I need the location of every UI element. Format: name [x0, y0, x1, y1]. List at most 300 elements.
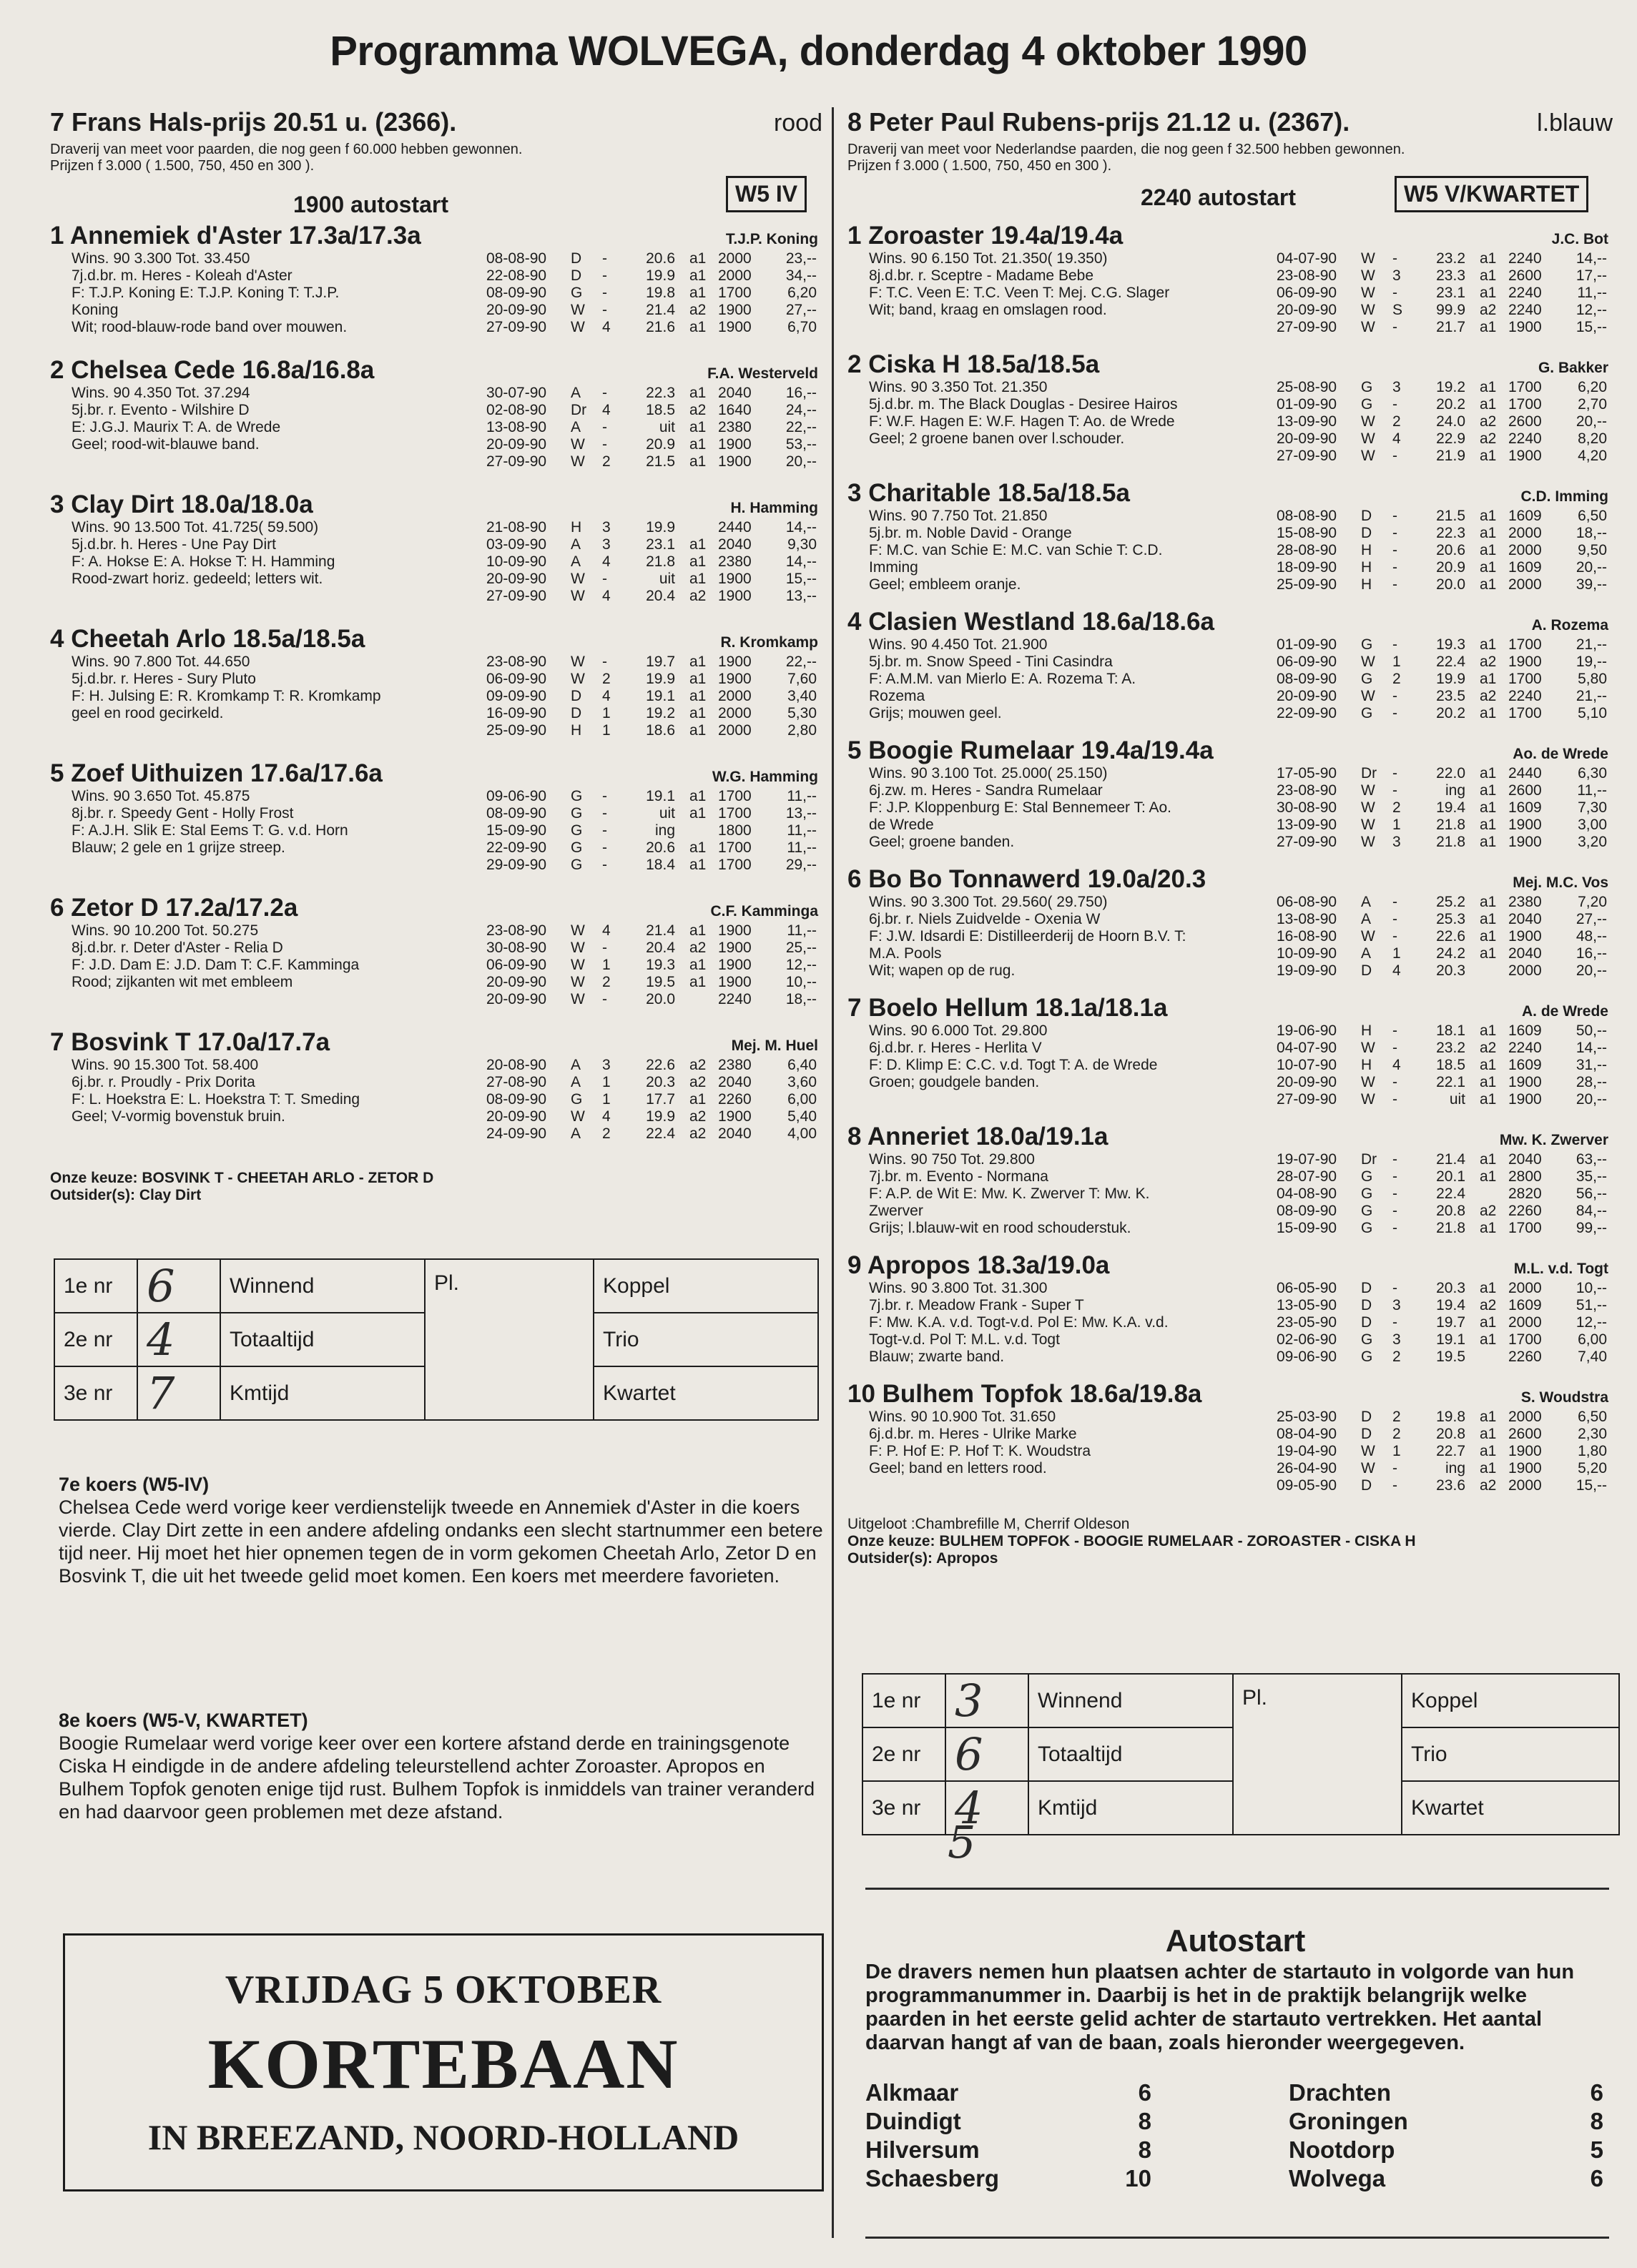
horse-info-line: Togt-v.d. Pol T: M.L. v.d. Togt — [869, 1331, 1060, 1348]
performance-cell: a1 — [1480, 1314, 1497, 1331]
performance-cell: W — [1361, 319, 1375, 335]
performance-cell: G — [571, 822, 583, 839]
horse-info-line: F: J.P. Kloppenburg E: Stal Bennemeer T: Ao. — [869, 799, 1171, 816]
performance-cell: 2600 — [1508, 1426, 1542, 1442]
performance-cell: D — [1361, 1409, 1372, 1425]
horse-entry — [50, 625, 822, 739]
horse-body — [50, 250, 822, 336]
performance-cell: 20.6 — [1436, 542, 1465, 558]
performance-row — [486, 571, 822, 588]
race-7-outsider: Outsider(s): Clay Dirt — [50, 1187, 202, 1203]
horse-info-line: Grijs; l.blauw-wit en rood schouderstuk. — [869, 1220, 1131, 1236]
performance-cell: D — [1361, 1477, 1372, 1494]
horse-header — [847, 479, 1613, 508]
performance-cell: 16,-- — [785, 385, 817, 401]
result-other-label: Kwartet — [594, 1366, 818, 1420]
performance-cell: 15,-- — [1575, 1477, 1607, 1494]
performance-cell: 6,20 — [1578, 379, 1607, 395]
performance-cell: a1 — [1480, 1331, 1497, 1348]
horse-body — [847, 1409, 1613, 1494]
performance-cell: 2000 — [1508, 1477, 1542, 1494]
horse-info — [50, 519, 472, 605]
performance-cell — [689, 991, 718, 1008]
performance-cell: 15,-- — [1575, 319, 1607, 335]
horse-name: 5 Zoef Uithuizen 17.6a/17.6a — [50, 759, 383, 787]
performance-row — [1277, 1040, 1613, 1057]
performance-cell: D — [571, 705, 582, 721]
result-row-label: 3e nr — [54, 1366, 137, 1420]
horse-performance-table — [1277, 636, 1613, 722]
performance-row — [486, 705, 822, 722]
performance-cell: 1900 — [718, 436, 752, 453]
performance-cell: W — [1361, 782, 1375, 799]
result-bet-label: Kmtijd — [220, 1366, 425, 1420]
performance-cell: - — [1392, 285, 1397, 301]
performance-cell: a1 — [689, 436, 707, 453]
performance-row — [1277, 945, 1613, 962]
performance-cell: 13-05-90 — [1277, 1297, 1337, 1313]
performance-cell: - — [602, 419, 607, 435]
performance-cell — [1480, 1185, 1508, 1203]
performance-cell: 34,-- — [785, 267, 817, 284]
horse-body — [50, 654, 822, 739]
horse-info-line: geel en rood gecirkeld. — [72, 705, 224, 721]
performance-row — [486, 436, 822, 453]
performance-cell: 08-08-90 — [1277, 508, 1337, 524]
performance-cell: 5,10 — [1578, 705, 1607, 721]
track-count: 5 — [1590, 2136, 1603, 2163]
performance-cell: 25,-- — [785, 940, 817, 956]
performance-cell: 2240 — [1508, 1040, 1542, 1056]
horse-name: 6 Zetor D 17.2a/17.2a — [50, 894, 298, 922]
horse-info-line: Wins. 90 6.150 Tot. 21.350( 19.350) — [869, 250, 1108, 267]
performance-cell: a1 — [1480, 1409, 1497, 1425]
result-bet-label: Totaaltijd — [220, 1313, 425, 1366]
performance-cell: - — [1392, 1220, 1397, 1236]
performance-cell: a1 — [1480, 559, 1497, 576]
performance-row — [486, 1125, 822, 1143]
performance-cell: 23,-- — [785, 250, 817, 267]
performance-cell: 1 — [1392, 1443, 1401, 1459]
performance-row — [486, 1091, 822, 1108]
horse-info-line: de Wrede — [869, 817, 934, 833]
performance-cell: a1 — [689, 805, 707, 822]
track-count: 8 — [1590, 2108, 1603, 2134]
performance-cell: - — [602, 250, 607, 267]
column-divider — [832, 107, 834, 2238]
race-7-code: W5 IV — [726, 176, 807, 212]
performance-cell: a2 — [1480, 654, 1497, 670]
performance-cell: 18,-- — [785, 991, 817, 1007]
autostart-track — [1289, 2136, 1603, 2164]
performance-cell: G — [571, 1091, 583, 1108]
performance-cell: W — [1361, 688, 1375, 704]
performance-cell: a1 — [1480, 319, 1497, 335]
performance-cell: 11,-- — [787, 822, 817, 839]
performance-cell: 1900 — [1508, 448, 1542, 464]
autostart-title: Autostart — [1165, 1923, 1306, 1958]
horse-info-line: Geel; rood-wit-blauwe band. — [72, 436, 260, 453]
horse-body — [847, 1022, 1613, 1108]
performance-row — [1277, 1409, 1613, 1426]
performance-cell: 09-09-90 — [486, 688, 547, 704]
race-8-section — [847, 107, 1613, 1567]
horse-info — [847, 1022, 1269, 1108]
performance-cell: 6,70 — [787, 319, 817, 335]
performance-cell: a1 — [689, 571, 707, 587]
handwritten-number: 6 — [137, 1259, 220, 1313]
performance-cell: a1 — [1480, 817, 1497, 833]
performance-cell: 23-08-90 — [1277, 782, 1337, 799]
performance-cell: - — [1392, 911, 1397, 927]
horse-name: 1 Annemiek d'Aster 17.3a/17.3a — [50, 222, 421, 250]
performance-cell: 20.3 — [646, 1074, 675, 1090]
horse-info-line: Geel; embleem oranje. — [869, 576, 1021, 593]
performance-cell: G — [1361, 1220, 1373, 1236]
horse-entry — [847, 736, 1613, 851]
race-8-header — [847, 107, 1613, 137]
performance-row — [486, 788, 822, 805]
result-row-label: 1e nr — [862, 1674, 945, 1727]
horse-header — [847, 1380, 1613, 1409]
performance-cell: 19.4 — [1436, 1297, 1465, 1313]
performance-cell: 1900 — [718, 1108, 752, 1125]
performance-cell: 21.8 — [646, 553, 675, 570]
horse-info-line: F: M.C. van Schie E: M.C. van Schie T: C.D. — [869, 542, 1163, 558]
performance-cell: - — [602, 940, 607, 956]
performance-cell: 28,-- — [1575, 1074, 1607, 1090]
performance-cell: 19.5 — [1436, 1349, 1465, 1365]
performance-row — [1277, 1426, 1613, 1443]
performance-cell: 19.7 — [1436, 1314, 1465, 1331]
performance-cell: a2 — [689, 1057, 707, 1073]
performance-row — [1277, 1220, 1613, 1237]
horse-body — [847, 636, 1613, 722]
horse-info-line: Wit; band, kraag en omslagen rood. — [869, 302, 1107, 318]
performance-cell: 3 — [1392, 834, 1401, 850]
performance-cell: 19.2 — [646, 705, 675, 721]
performance-cell: 27-08-90 — [486, 1074, 547, 1090]
performance-cell: 1900 — [718, 588, 752, 604]
performance-cell: W — [1361, 817, 1375, 833]
performance-cell: a1 — [1480, 945, 1497, 962]
performance-row — [1277, 302, 1613, 319]
performance-cell: 12,-- — [1575, 1314, 1607, 1331]
performance-cell: 3 — [602, 536, 611, 553]
performance-cell: 1700 — [1508, 671, 1542, 687]
result-row-label: 3e nr — [862, 1781, 945, 1835]
performance-cell: 1609 — [1508, 1022, 1542, 1039]
race-7-start-row — [50, 176, 822, 217]
performance-row — [486, 385, 822, 402]
performance-cell: - — [1392, 576, 1397, 593]
track-count: 6 — [1590, 2079, 1603, 2106]
performance-cell: a1 — [689, 1091, 707, 1108]
horse-trainer: H. Hamming — [730, 500, 818, 516]
performance-cell: 1900 — [718, 940, 752, 956]
horse-info-line: 6j.br. r. Niels Zuidvelde - Oxenia W — [869, 911, 1101, 927]
performance-cell: G — [571, 839, 583, 856]
performance-cell: 6,40 — [787, 1057, 817, 1073]
performance-cell: W — [571, 922, 585, 939]
horse-trainer: C.F. Kamminga — [710, 903, 818, 919]
horse-performance-table — [1277, 1280, 1613, 1366]
horse-body — [847, 250, 1613, 336]
performance-cell: 18.4 — [646, 857, 675, 873]
performance-cell: S — [1392, 302, 1403, 318]
performance-cell: 20-09-90 — [486, 1108, 547, 1125]
performance-cell: A — [1361, 945, 1372, 962]
horse-info-line: Wins. 90 3.300 Tot. 33.450 — [72, 250, 250, 267]
performance-row — [1277, 1297, 1613, 1314]
performance-cell: 19.9 — [646, 671, 675, 687]
performance-cell: 7,60 — [787, 671, 817, 687]
horse-header — [847, 994, 1613, 1022]
performance-cell: a1 — [1480, 508, 1497, 524]
performance-cell: 22.1 — [1436, 1074, 1465, 1090]
performance-cell: 4 — [602, 402, 611, 418]
performance-cell: 27-09-90 — [486, 453, 547, 470]
performance-cell: 1700 — [1508, 1331, 1542, 1348]
performance-cell: 18.6 — [646, 722, 675, 739]
performance-cell: 06-09-90 — [1277, 285, 1337, 301]
performance-cell: 22.4 — [646, 1125, 675, 1142]
performance-cell: 23.2 — [1436, 250, 1465, 267]
performance-cell: H — [1361, 1057, 1372, 1073]
performance-cell: G — [1361, 1185, 1373, 1202]
race-8-uitgeloot: Uitgeloot :Chambrefille M, Cherrif Oldeson — [847, 1516, 1130, 1532]
performance-row — [486, 267, 822, 285]
horse-trainer: J.C. Bot — [1551, 231, 1608, 247]
track-count: 6 — [1138, 2079, 1151, 2106]
horse-info — [50, 385, 472, 470]
performance-cell: A — [571, 1074, 581, 1090]
performance-cell: 25-08-90 — [1277, 379, 1337, 395]
performance-cell: G — [571, 805, 583, 822]
performance-cell: a1 — [1480, 1443, 1497, 1459]
performance-cell: a1 — [689, 857, 707, 873]
horse-entry — [847, 1123, 1613, 1237]
performance-cell: W — [571, 588, 585, 604]
performance-cell: G — [1361, 671, 1373, 687]
horse-info-line: 5j.d.br. h. Heres - Une Pay Dirt — [72, 536, 276, 553]
performance-cell: 13,-- — [785, 588, 817, 604]
horse-entry — [847, 608, 1613, 722]
horse-body — [847, 765, 1613, 851]
horse-info-line: Zwerver — [869, 1203, 923, 1219]
performance-cell: 18.5 — [1436, 1057, 1465, 1073]
horse-info-line: F: Mw. K.A. v.d. Togt-v.d. Pol E: Mw. K.A. v.d. — [869, 1314, 1169, 1331]
performance-cell: W — [571, 957, 585, 973]
performance-cell: 1900 — [1508, 1460, 1542, 1476]
performance-cell: 13-08-90 — [1277, 911, 1337, 927]
performance-cell: 2 — [1392, 799, 1401, 816]
handwritten-number-extra: 5 — [948, 1816, 976, 1868]
horse-header — [847, 608, 1613, 636]
track-count: 6 — [1590, 2165, 1603, 2191]
performance-cell: 23.1 — [1436, 285, 1465, 301]
autostart-top-rule — [865, 1888, 1609, 1890]
performance-cell: 5,40 — [787, 1108, 817, 1125]
performance-cell: 1640 — [718, 402, 752, 418]
race-8-prizes: Prijzen f 3.000 ( 1.500, 750, 450 en 300 ). — [847, 158, 1112, 174]
horse-info-line: F: A.J.H. Slik E: Stal Eems T: G. v.d. Horn — [72, 822, 348, 839]
performance-cell: 4 — [1392, 1057, 1401, 1073]
horse-performance-table — [1277, 508, 1613, 593]
performance-row — [1277, 576, 1613, 593]
performance-cell: 18,-- — [1575, 525, 1607, 541]
performance-cell: 1700 — [718, 805, 752, 822]
performance-cell: 22.7 — [1436, 1443, 1465, 1459]
performance-cell: 24-09-90 — [486, 1125, 547, 1142]
performance-cell: - — [1392, 542, 1397, 558]
performance-cell: 18-09-90 — [1277, 559, 1337, 576]
performance-row — [1277, 508, 1613, 525]
performance-cell: W — [1361, 1074, 1375, 1090]
race-7-horse-list — [50, 222, 822, 1158]
performance-cell: 2380 — [718, 419, 752, 435]
performance-cell: 1700 — [718, 285, 752, 301]
result-row-label: 2e nr — [54, 1313, 137, 1366]
horse-trainer: S. Woudstra — [1520, 1389, 1608, 1406]
performance-cell: 1700 — [1508, 705, 1542, 721]
ad-date: VRIJDAG 5 OKTOBER — [225, 1968, 662, 2012]
track-name: Schaesberg — [865, 2165, 1000, 2191]
performance-cell: 19.3 — [646, 957, 675, 973]
performance-cell: 1900 — [718, 302, 752, 318]
performance-row — [486, 419, 822, 436]
performance-cell: 21.6 — [646, 319, 675, 335]
autostart-text: De dravers nemen hun plaatsen achter de startauto in volgorde van hun programmanummer in. Daarbij is het in de praktijk belangrijk welke paarden in het eerste gelid achter de startauto vertrekken. Het aantal daarvan hangt af van de baan, zoals hieronder weergegeven. — [865, 1961, 1575, 2054]
performance-cell: 27-09-90 — [1277, 1091, 1337, 1108]
performance-cell: 2000 — [1508, 962, 1542, 979]
performance-cell: a2 — [1480, 1203, 1497, 1219]
performance-cell: D — [1361, 1314, 1372, 1331]
horse-body — [847, 1280, 1613, 1366]
performance-cell: 19.9 — [646, 267, 675, 284]
advertisement-box — [63, 1933, 824, 2191]
race-8-start: 2240 autostart — [1141, 184, 1296, 210]
track-count: 10 — [1125, 2165, 1151, 2191]
performance-cell: 1 — [602, 957, 611, 973]
performance-cell: 99,-- — [1575, 1220, 1607, 1236]
horse-info-line: 8j.br. r. Speedy Gent - Holly Frost — [72, 805, 294, 822]
performance-cell: 1900 — [1508, 1074, 1542, 1090]
performance-cell: a1 — [1480, 542, 1497, 558]
horse-header — [847, 1123, 1613, 1151]
horse-info-line: F: L. Hoekstra E: L. Hoekstra T: T. Smeding — [72, 1091, 360, 1108]
performance-row — [1277, 285, 1613, 302]
performance-cell: 01-09-90 — [1277, 636, 1337, 653]
performance-cell: 2800 — [1508, 1168, 1542, 1185]
autostart-track — [865, 2136, 1151, 2164]
race-7-prizes: Prijzen f 3.000 ( 1.500, 750, 450 en 300 ). — [50, 158, 315, 174]
horse-info-line: F: A.P. de Wit E: Mw. K. Zwerver T: Mw. K. — [869, 1185, 1150, 1202]
performance-cell: a1 — [1480, 267, 1497, 284]
performance-cell: 2040 — [718, 1125, 752, 1142]
horse-header — [847, 736, 1613, 765]
performance-cell: H — [1361, 576, 1372, 593]
performance-cell: - — [1392, 1074, 1397, 1090]
performance-cell: 19.9 — [646, 1108, 675, 1125]
performance-row — [1277, 1168, 1613, 1185]
performance-cell: a1 — [1480, 782, 1497, 799]
performance-cell: 18.5 — [646, 402, 675, 418]
performance-cell: - — [1392, 765, 1397, 782]
performance-cell: a2 — [1480, 413, 1497, 430]
horse-name: 9 Apropos 18.3a/19.0a — [847, 1251, 1110, 1279]
performance-cell: a1 — [1480, 834, 1497, 850]
performance-cell: 20.0 — [1436, 576, 1465, 593]
performance-cell — [1480, 962, 1508, 980]
horse-body — [50, 922, 822, 1008]
performance-cell: 2 — [1392, 1349, 1401, 1365]
autostart-track-list — [865, 2079, 1606, 2194]
performance-cell: 09-06-90 — [1277, 1349, 1337, 1365]
performance-row — [486, 453, 822, 470]
performance-cell: 1700 — [1508, 396, 1542, 413]
horse-entry — [847, 994, 1613, 1108]
performance-cell: 04-07-90 — [1277, 1040, 1337, 1056]
performance-cell: 4 — [602, 1108, 611, 1125]
performance-cell: G — [1361, 1349, 1373, 1365]
performance-cell: a1 — [689, 319, 707, 335]
horse-info-line: 8j.d.br. r. Deter d'Aster - Relia D — [72, 940, 283, 956]
performance-cell: H — [1361, 559, 1372, 576]
performance-cell: 1 — [1392, 817, 1401, 833]
horse-trainer: M.L. v.d. Togt — [1513, 1261, 1608, 1277]
performance-cell: 4 — [602, 319, 611, 335]
performance-cell: W — [571, 991, 585, 1007]
performance-row — [1277, 1057, 1613, 1074]
race-8-start-row — [847, 176, 1613, 217]
horse-body — [50, 385, 822, 470]
horse-trainer: Mw. K. Zwerver — [1499, 1132, 1608, 1148]
performance-cell: 1 — [602, 1091, 611, 1108]
horse-info-line: Wit; rood-blauw-rode band over mouwen. — [72, 319, 348, 335]
performance-cell: a1 — [1480, 1168, 1497, 1185]
performance-row — [1277, 688, 1613, 705]
performance-cell: 19.5 — [646, 974, 675, 990]
performance-cell: 20.2 — [1436, 705, 1465, 721]
performance-cell: W — [1361, 413, 1375, 430]
performance-row — [1277, 817, 1613, 834]
performance-cell: a1 — [689, 974, 707, 990]
performance-cell: 22.0 — [1436, 765, 1465, 782]
performance-cell: 2000 — [1508, 542, 1542, 558]
performance-row — [1277, 834, 1613, 851]
performance-cell: 28-08-90 — [1277, 542, 1337, 558]
performance-cell: 02-06-90 — [1277, 1331, 1337, 1348]
autostart-track — [865, 2108, 1151, 2135]
commentary-text: Chelsea Cede werd vorige keer verdienstelijk tweede en Annemiek d'Aster in die koers vierde. Clay Dirt zette in een andere afdeling ondanks een slecht startnummer een betere tijd neer. Hij moet het hier opnemen tegen de in vorm gekomen Cheetah Arlo, Zetor D en Bosvink T, die uit het tweede gelid moet komen. Een koers met meerdere favorieten. — [59, 1497, 823, 1587]
performance-cell: 19,-- — [1575, 654, 1607, 670]
horse-performance-table — [1277, 379, 1613, 465]
performance-row — [1277, 319, 1613, 336]
race-7-title: 7 Frans Hals-prijs 20.51 u. (2366). — [50, 107, 457, 137]
performance-cell: 50,-- — [1575, 1022, 1607, 1039]
performance-cell: 19-06-90 — [1277, 1022, 1337, 1039]
performance-row — [1277, 654, 1613, 671]
performance-cell: 1900 — [718, 922, 752, 939]
performance-cell: W — [1361, 448, 1375, 464]
performance-cell: 23-08-90 — [486, 922, 547, 939]
performance-cell: W — [1361, 267, 1375, 284]
performance-cell: 27-09-90 — [486, 588, 547, 604]
result-bet-label: Totaaltijd — [1028, 1727, 1233, 1781]
performance-cell: 27-09-90 — [486, 319, 547, 335]
performance-cell: 2600 — [1508, 413, 1542, 430]
